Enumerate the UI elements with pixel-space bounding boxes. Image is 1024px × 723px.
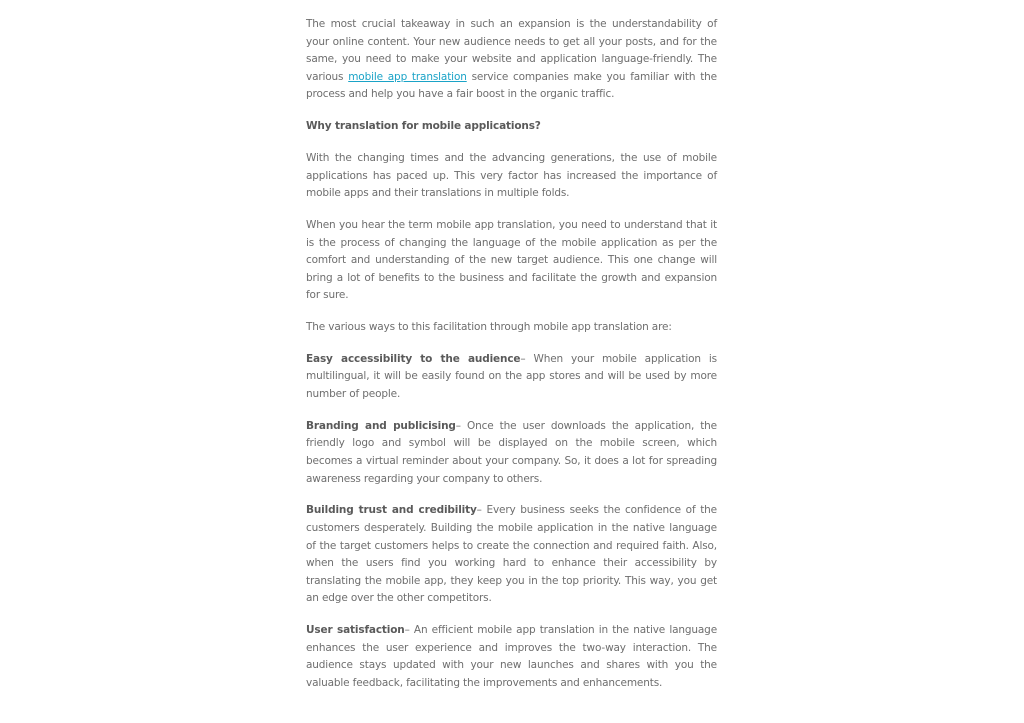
benefit-title: Building trust and credibility bbox=[306, 504, 477, 517]
benefit-title: Branding and publicising bbox=[306, 419, 456, 432]
paragraph-ways-intro: The various ways to this facilitation through mobile app translation are: bbox=[306, 321, 672, 334]
intro-text-after-link: service companies make you familiar with the process and help you have a fair boost in the organic traffic. bbox=[306, 70, 717, 101]
benefit-text: – When your mobile application is multilingual, it will be easily found on the app stores and will be used by more number of people. bbox=[306, 352, 717, 401]
benefit-text: – An efficient mobile app translation in the native language enhances the user experience and improves the two-way interaction. The audience stays updated with your new launches and shares with you the valuable feedback, facilitating the improvements and enhancements. bbox=[306, 624, 718, 689]
benefit-text: – Once the user downloads the application, the friendly logo and symbol will be displayed on the mobile screen, which becomes a virtual reminder about your company. So, it does a lot for spreading awareness regarding your company to others. bbox=[306, 419, 717, 485]
mobile-app-translation-link[interactable]: mobile app translation bbox=[348, 70, 467, 83]
benefit-trust bbox=[306, 502, 717, 608]
benefit-user-satisfaction bbox=[306, 622, 717, 692]
intro-paragraph bbox=[306, 16, 717, 104]
article-body bbox=[306, 16, 717, 707]
benefit-title: User satisfaction bbox=[306, 624, 405, 637]
benefit-branding bbox=[306, 418, 717, 488]
paragraph-definition: When you hear the term mobile app translation, you need to understand that it is the process of changing the language of the mobile application as per the comfort and understanding of the new target audience. This one change will bring a lot of benefits to the business and facilitate the growth and expansion for sure. bbox=[306, 218, 717, 302]
benefit-text: – Every business seeks the confidence of the customers desperately. Building the mobile application in the native language of the target customers helps to create the connection and required faith. Also, when the users find you working hard to enhance their accessibility by translating the mobile app, they keep you in the top priority. This way, you get an edge over the other competitors. bbox=[306, 504, 717, 605]
benefit-accessibility bbox=[306, 351, 717, 404]
intro-text-before-link: The most crucial takeaway in such an expansion is the understandability of your online content. Your new audience needs to get all your posts, and for the same, you need to make your website and application language-friendly. The various bbox=[306, 18, 717, 83]
benefit-title: Easy accessibility to the audience bbox=[306, 352, 521, 365]
paragraph-mobile-usage: With the changing times and the advancing generations, the use of mobile applications has paced up. This very factor has increased the importance of mobile apps and their translations in multiple folds. bbox=[306, 151, 717, 200]
section-heading: Why translation for mobile applications? bbox=[306, 120, 541, 133]
